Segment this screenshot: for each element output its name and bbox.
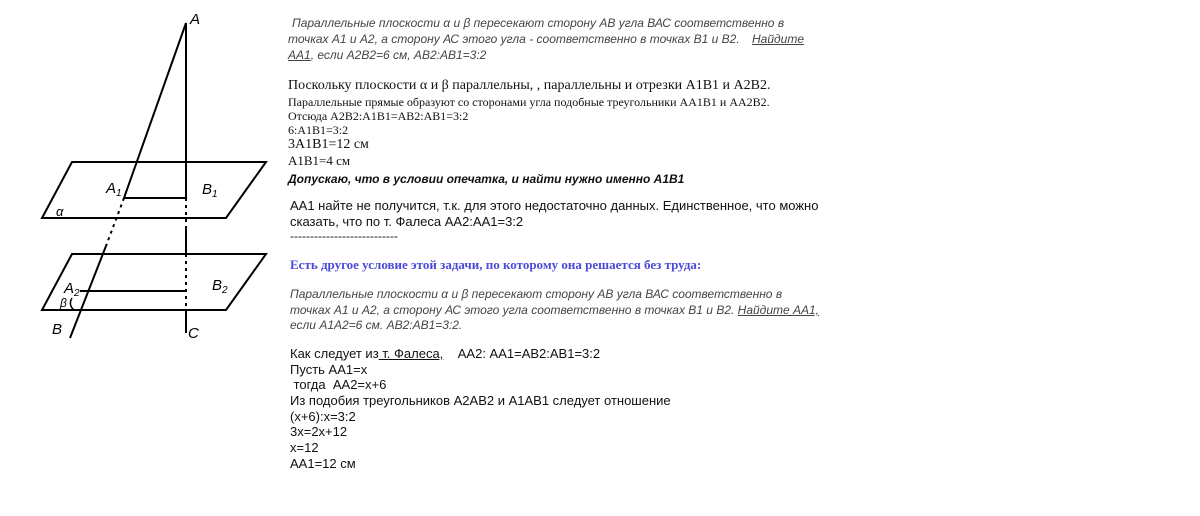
label-a1: $A_1$ [106, 180, 122, 199]
solution2-l2: Пусть АА1=х [290, 362, 368, 377]
label-b: B [52, 321, 63, 338]
solution1-l1: Поскольку плоскости α и β параллельны, , параллельны и отрезки А1В1 и А2В2. [288, 78, 771, 93]
note-l1: АА1 найте не получится, т.к. для этого недостаточно данных. Единственное, что можно [290, 198, 819, 213]
solution2-l5: (х+6):х=3:2 [290, 409, 356, 424]
solution1-l2: Параллельные прямые образуют со сторонами угла подобные треугольники АА1В1 и АА2В2. [288, 95, 770, 109]
label-b2: $B_2$ [212, 277, 228, 296]
solution2-l1: Как следует из т. Фалеса, АА2: АА1=АВ2:АВ1=3:2 [290, 346, 601, 361]
problem1-line3: АА1, если А2В2=6 см, АВ2:АВ1=3:2 [288, 48, 487, 62]
solution2-l6: 3х=2х+12 [290, 424, 348, 439]
label-c: C [188, 325, 199, 342]
solution2-l3: тогда АА2=х+6 [290, 377, 387, 392]
problem1-line1: Параллельные плоскости α и β пересекают сторону АВ угла ВАС соответственно в [292, 16, 785, 30]
solution1-l7: Допускаю, что в условии опечатка, и найти нужно именно А1В1 [288, 172, 685, 186]
line-ab-upper [124, 23, 186, 198]
label-a2: $A_2$ [64, 280, 80, 299]
problem2-line1: Параллельные плоскости α и β пересекают сторону АВ угла ВАС соответственно в [290, 287, 783, 301]
label-alpha: α [56, 204, 64, 219]
problem1-find-link: Найдите [752, 32, 804, 46]
note-separator: --------------------------- [290, 229, 398, 243]
problem1-line2: точках А1 и А2, а сторону АС этого угла - соответственно в точках В1 и В2. [288, 32, 740, 46]
solution1-l4: 6:А1В1=3:2 [288, 123, 349, 137]
note-l2: сказать, что по т. Фалеса АА2:АА1=3:2 [290, 214, 524, 229]
plane-beta [42, 254, 266, 310]
solution1-l3: Отсюда А2В2:А1В1=АВ2:АВ1=3:2 [288, 109, 469, 123]
heading-alternative-condition: Есть другое условие этой задачи, по которому она решается без труда: [290, 257, 702, 272]
solution1-l5: 3А1В1=12 см [288, 137, 369, 152]
label-b1: $B_1$ [202, 181, 218, 200]
solution2-l8: АА1=12 см [290, 456, 356, 471]
problem2-line2: точках А1 и А2, а сторону АС этого угла соответственно в точках В1 и В2. Найдите АА1, [290, 303, 820, 317]
label-a: A [190, 11, 201, 28]
solution2-l4: Из подобия треугольников А2АВ2 и А1АВ1 следует отношение [290, 393, 671, 408]
solution2-l7: х=12 [290, 440, 319, 455]
geometry-figure [30, 8, 280, 348]
problem2-line3: если А1А2=6 см. АВ2:АВ1=3:2. [290, 318, 463, 332]
plane-alpha [42, 162, 266, 218]
solution1-l6: А1В1=4 см [288, 153, 351, 168]
label-beta: β [60, 296, 67, 310]
